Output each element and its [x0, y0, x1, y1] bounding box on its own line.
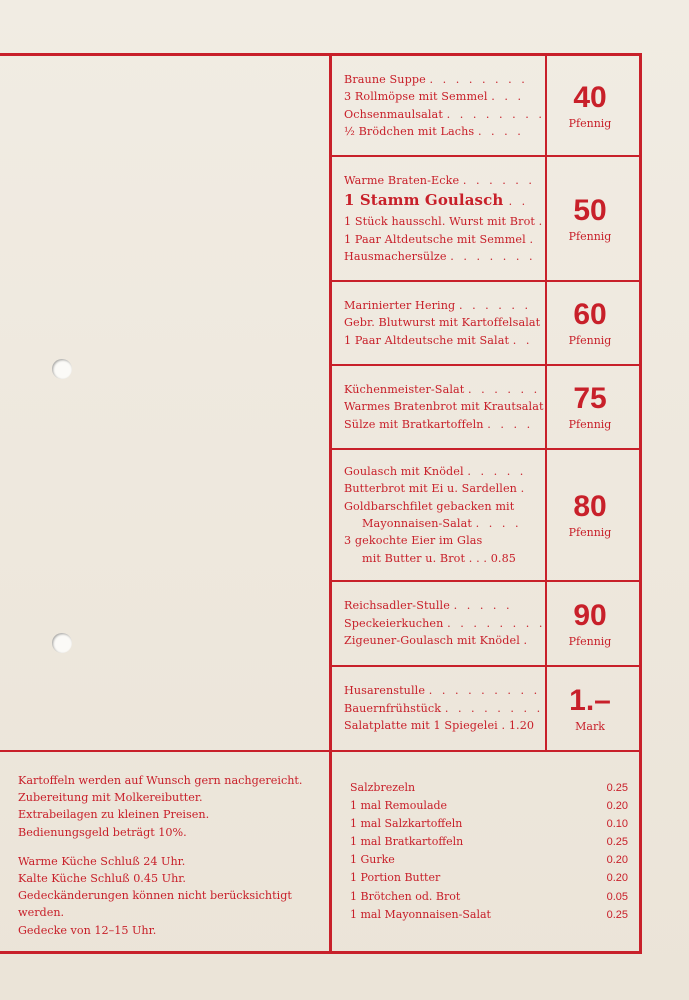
price-cell: [544, 582, 636, 665]
menu-item: Hausmachersülze . . . . . . .: [344, 249, 536, 263]
price: 1.–: [569, 683, 611, 717]
section-items: [330, 56, 544, 155]
price-unit: Pfennig: [568, 418, 612, 431]
menu-item: [344, 532, 544, 549]
menu-item: Braune Suppe . . . . . . . .: [344, 72, 528, 86]
menu-item: Zigeuner-Goulasch mit Knödel .: [344, 634, 531, 648]
section-items: [330, 582, 544, 665]
menu-item: [344, 550, 544, 567]
note-line: Kartoffeln werden auf Wunsch gern nachgereicht.: [18, 774, 303, 787]
menu-item-label: Ochsenmaulsalat: [344, 107, 443, 121]
menu-item-label: Speckeierkuchen: [344, 616, 444, 630]
extra-price: 0.20: [606, 854, 628, 867]
price-unit: Pfennig: [568, 634, 612, 648]
menu-item-label: 1 Stamm Goulasch: [344, 191, 504, 210]
menu-item-label: Zigeuner-Goulasch mit Knödel: [344, 634, 520, 648]
menu-item: Mayonnaisen-Salat . . . .: [362, 517, 522, 530]
extra-name: 1 mal Mayonnaisen-Salat: [350, 907, 491, 921]
menu-item: Küchenmeister-Salat . . . . . .: [344, 382, 541, 396]
price: 90: [573, 598, 607, 632]
right-border: [639, 53, 642, 954]
price-cell: [544, 450, 636, 580]
price-unit: Pfennig: [568, 334, 612, 347]
menu-item-label: Braune Suppe: [344, 72, 426, 86]
section-items: [330, 450, 544, 580]
price: 60: [573, 298, 607, 331]
price-unit: Pfennig: [568, 229, 612, 243]
menu-section-90: [330, 582, 636, 665]
extra-item: [350, 888, 628, 906]
price-cell: [544, 667, 636, 750]
extra-price: 0.25: [606, 836, 628, 849]
menu-item: 1 Paar Altdeutsche mit Salat . .: [344, 333, 533, 347]
menu-item-label: mit Butter u. Brot . . . 0.85: [362, 551, 517, 565]
menu-item-label: Sülze mit Bratkartoffeln: [344, 417, 484, 431]
menu-item: Ochsenmaulsalat . . . . . . . .: [344, 107, 545, 121]
note-line: Bedienungsgeld beträgt 10%.: [18, 825, 187, 839]
extras-list: [350, 779, 628, 924]
menu-item-label: 1 Stück hausschl. Wurst mit Brot: [344, 215, 535, 229]
menu-item-label: Goldbarschfilet gebacken mit: [344, 499, 515, 513]
price: 50: [573, 193, 607, 227]
menu-item-label: Bauernfrühstück: [344, 701, 442, 715]
section-items: [330, 667, 544, 750]
extra-name: 1 mal Salzkartoffeln: [350, 817, 463, 831]
note-line: Extrabeilagen zu kleinen Preisen.: [18, 808, 210, 822]
extra-item: [350, 851, 628, 869]
menu-item-label: Butterbrot mit Ei u. Sardellen: [344, 482, 517, 496]
extra-price: 0.25: [606, 782, 628, 794]
menu-item: Butterbrot mit Ei u. Sardellen .: [344, 482, 528, 496]
punch-hole-lower: [52, 633, 72, 653]
extra-name: 1 Portion Butter: [350, 871, 441, 885]
menu-item-label: Husarenstulle: [344, 684, 426, 698]
menu-item: Bauernfrühstück . . . . . . . .: [344, 701, 544, 715]
menu-item-label: Hausmachersülze: [344, 249, 447, 263]
menu-item: [344, 717, 544, 734]
menu-item: 1 Paar Altdeutsche mit Semmel .: [344, 232, 537, 246]
menu-item-label: Warmes Bratenbrot mit Krautsalat: [344, 400, 544, 414]
extra-price: 0.20: [606, 872, 628, 885]
menu-item: Goulasch mit Knödel . . . . .: [344, 464, 527, 478]
menu-item: Reichsadler-Stulle . . . . .: [344, 599, 513, 613]
extra-item: [350, 815, 628, 833]
price-cell: [544, 56, 636, 155]
menu-item-label: ½ Brödchen mit Lachs: [344, 124, 475, 138]
section-items: [330, 282, 544, 364]
extra-name: 1 Brötchen od. Brot: [350, 889, 461, 903]
note-line: Warme Küche Schluß 24 Uhr.: [18, 854, 186, 868]
menu-section-80: [330, 450, 636, 580]
price: 75: [573, 382, 607, 415]
extra-name: 1 mal Remoulade: [350, 799, 448, 813]
menu-section-1-mark: [330, 667, 636, 750]
extra-item: [350, 797, 628, 815]
bottom-border: [0, 951, 642, 954]
menu-item-label: Gebr. Blutwurst mit Kartoffelsalat: [344, 316, 541, 330]
menu-item: Warme Braten-Ecke . . . . . .: [344, 173, 535, 187]
price-unit: Mark: [575, 719, 605, 733]
extra-item: [350, 906, 628, 924]
note-line: Gedecke von 12–15 Uhr.: [18, 923, 157, 937]
section-items: [330, 366, 544, 448]
extra-price: 0.25: [606, 908, 628, 921]
punch-hole-upper: [52, 359, 72, 379]
menu-item: 3 Rollmöpse mit Semmel . . .: [344, 90, 524, 104]
extra-item: [350, 779, 628, 797]
extra-price: 0.05: [606, 890, 628, 903]
menu-item-label: Marinierter Hering: [344, 298, 456, 312]
menu-section-50: [330, 157, 636, 280]
extra-name: 1 mal Bratkartoffeln: [350, 835, 464, 849]
menu-item-label: Reichsadler-Stulle: [344, 599, 450, 613]
menu-item-label: Goulasch mit Knödel: [344, 464, 464, 478]
menu-item: Husarenstulle . . . . . . . . .: [344, 684, 541, 698]
price-cell: [544, 157, 636, 280]
menu-item-label: 1 Paar Altdeutsche mit Salat: [344, 333, 510, 347]
menu-item: [344, 314, 544, 331]
extra-name: 1 Gurke: [350, 853, 395, 867]
menu-item-label: 3 gekochte Eier im Glas: [344, 534, 483, 548]
price-cell: [544, 366, 636, 448]
extra-price: 0.10: [606, 818, 628, 831]
price-unit: Pfennig: [568, 526, 612, 539]
menu-item-featured: 1 Stamm Goulasch . .: [344, 191, 529, 210]
menu-item-label: Küchenmeister-Salat: [344, 382, 465, 396]
menu-item-label: Warme Braten-Ecke: [344, 173, 460, 187]
menu-item: Speckeierkuchen . . . . . . . .: [344, 616, 546, 630]
menu-item-label: Mayonnaisen-Salat: [362, 517, 472, 530]
menu-section-75: [330, 366, 636, 448]
footer-divider: [0, 750, 642, 752]
menu-item: Marinierter Hering . . . . . .: [344, 298, 532, 312]
menu-item: Sülze mit Bratkartoffeln . . . .: [344, 417, 534, 431]
section-items: [330, 157, 544, 280]
note-line: Gedeckänderungen können nicht berücksichtigt werden.: [18, 889, 292, 920]
extra-name: Salzbrezeln: [350, 781, 416, 794]
price-cell: [544, 282, 636, 364]
price: 80: [573, 490, 607, 523]
price: 40: [573, 80, 607, 114]
menu-section-60: [330, 282, 636, 364]
menu-item: ½ Brödchen mit Lachs . . . .: [344, 124, 524, 138]
extra-item: [350, 833, 628, 851]
menu-item-label: Salatplatte mit 1 Spiegelei . 1.20: [344, 719, 535, 733]
extra-item: [350, 869, 628, 887]
menu-item: 1 Stück hausschl. Wurst mit Brot .: [344, 215, 546, 229]
price-unit: Pfennig: [568, 116, 612, 130]
menu-item-label: 3 Rollmöpse mit Semmel: [344, 90, 488, 104]
menu-item: [344, 498, 544, 515]
menu-section-40: [330, 56, 636, 155]
menu-item: [344, 398, 544, 415]
menu-item-label: 1 Paar Altdeutsche mit Semmel: [344, 232, 526, 246]
note-line: Zubereitung mit Molkereibutter.: [18, 791, 203, 805]
note-line: Kalte Küche Schluß 0.45 Uhr.: [18, 872, 186, 886]
extra-price: 0.20: [606, 800, 628, 813]
house-notes: [18, 772, 323, 939]
